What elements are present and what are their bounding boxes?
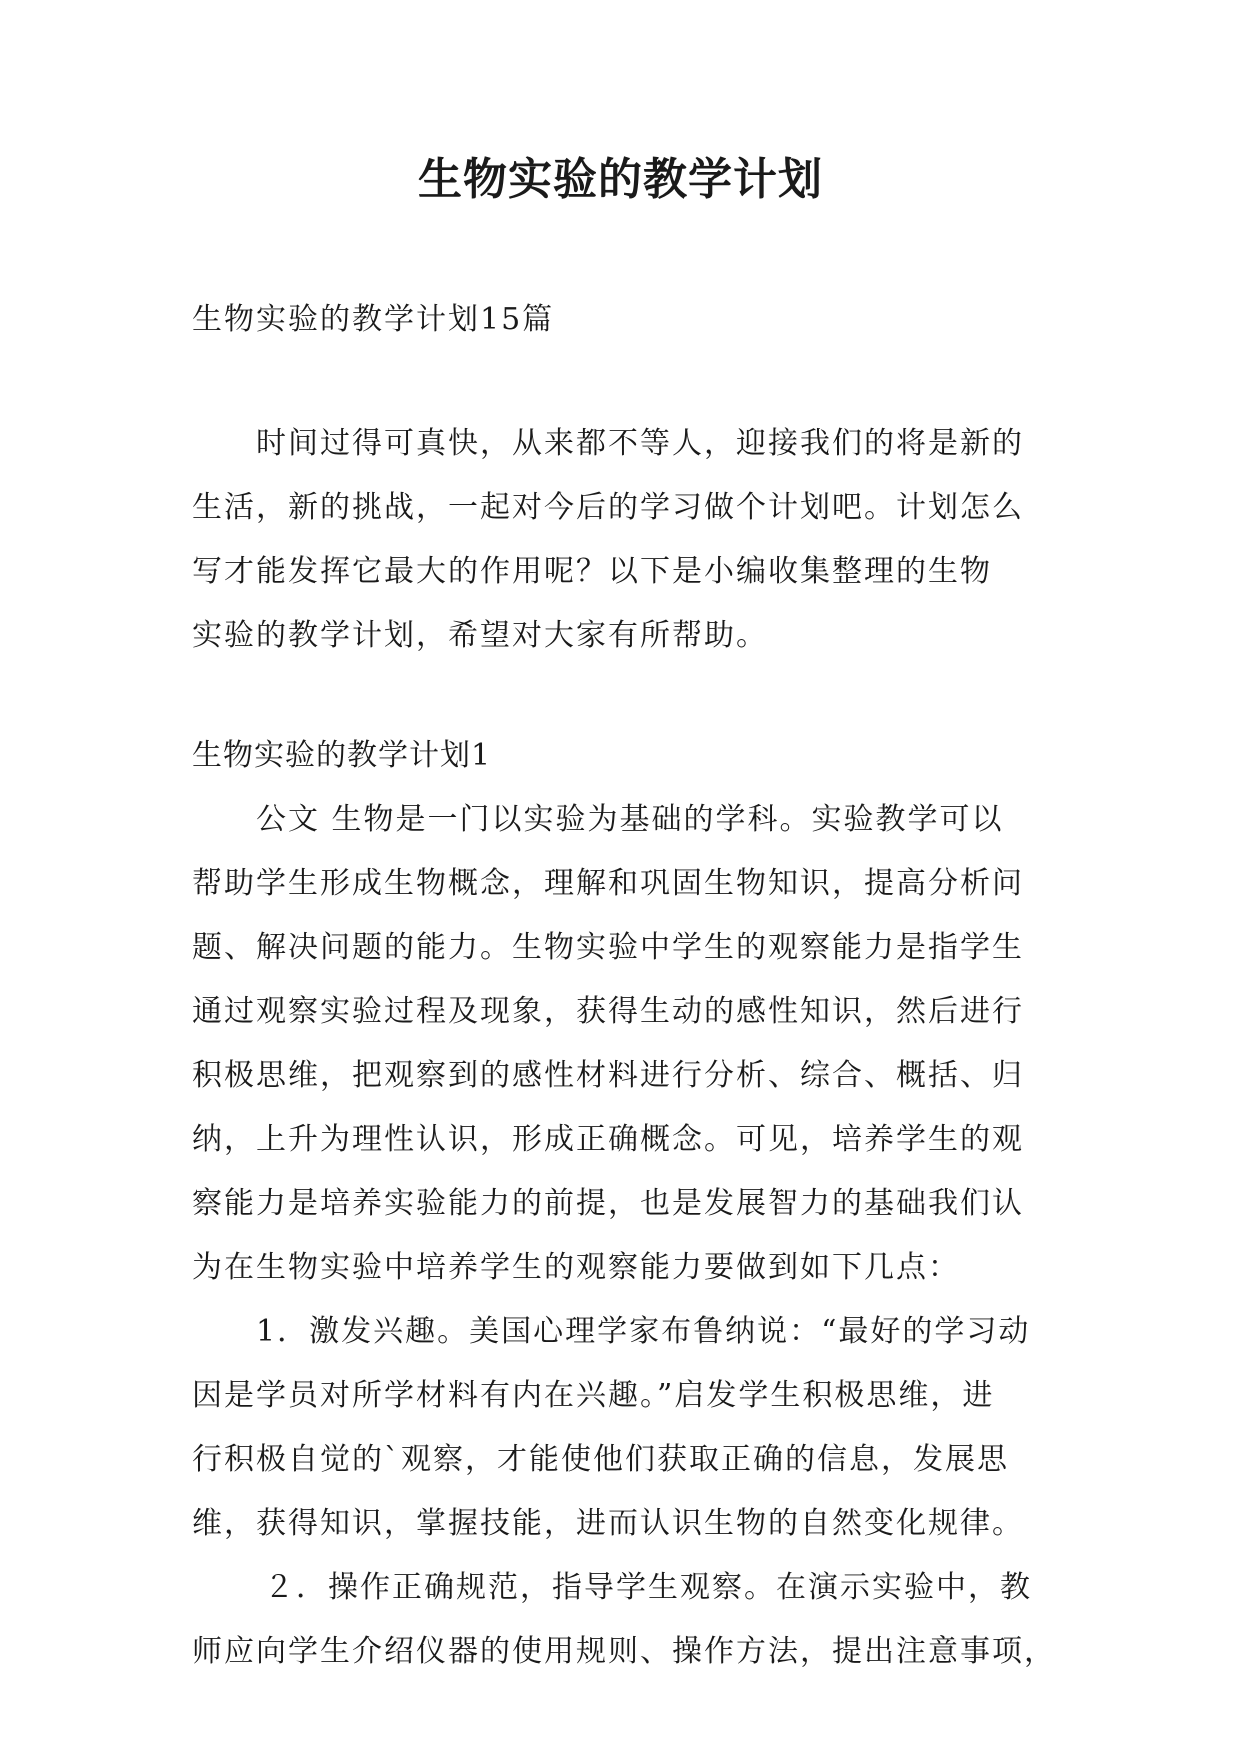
- paragraph-line: 帮助学生形成生物概念，理解和巩固生物知识，提高分析问: [192, 866, 1024, 901]
- paragraph-line: 察能力是培养实验能力的前提，也是发展智力的基础我们认: [192, 1186, 1024, 1221]
- paragraph-line: 积极思维，把观察到的感性材料进行分析、综合、概括、归: [192, 1058, 1024, 1093]
- paragraph-line: ２．操作正确规范，指导学生观察。在演示实验中，教: [264, 1570, 1032, 1605]
- point-1-paragraph: [192, 1300, 1052, 1556]
- section-heading: 生物实验的教学计划1: [192, 738, 492, 773]
- section1-paragraph: [192, 788, 1052, 1300]
- paragraph-line: 实验的教学计划，希望对大家有所帮助。: [192, 618, 768, 653]
- paragraph-line: 写才能发挥它最大的作用呢？以下是小编收集整理的生物: [192, 554, 992, 589]
- spacer: [192, 668, 1052, 724]
- paragraph-line: 行积极自觉的`观察，才能使他们获取正确的信息，发展思: [192, 1442, 1009, 1477]
- paragraph-line: 公文 生物是一门以实验为基础的学科。实验教学可以: [256, 802, 1004, 837]
- paragraph-line: 师应向学生介绍仪器的使用规则、操作方法，提出注意事项，: [192, 1634, 1056, 1669]
- point-2-paragraph: [192, 1556, 1056, 1684]
- paragraph-line: 时间过得可真快，从来都不等人，迎接我们的将是新的: [256, 426, 1024, 461]
- document-body: [192, 288, 1056, 1684]
- paragraph-line: 纳，上升为理性认识，形成正确概念。可见，培养学生的观: [192, 1122, 1024, 1157]
- intro-paragraph: [192, 412, 1052, 668]
- document-subtitle: 生物实验的教学计划15篇: [192, 302, 555, 337]
- paragraph-line: 1．激发兴趣。美国心理学家布鲁纳说：“最好的学习动: [256, 1314, 1031, 1349]
- paragraph-line: 为在生物实验中培养学生的观察能力要做到如下几点：: [192, 1250, 960, 1285]
- paragraph-line: 生活，新的挑战，一起对今后的学习做个计划吧。计划怎么: [192, 490, 1024, 525]
- paragraph-line: 维，获得知识，掌握技能，进而认识生物的自然变化规律。: [192, 1506, 1024, 1541]
- paragraph-line: 题、解决问题的能力。生物实验中学生的观察能力是指学生: [192, 930, 1024, 965]
- paragraph-line: 因是学员对所学材料有内在兴趣。”启发学生积极思维，进: [192, 1378, 995, 1413]
- paragraph-line: 通过观察实验过程及现象，获得生动的感性知识，然后进行: [192, 994, 1024, 1029]
- document-title: 生物实验的教学计划: [418, 154, 823, 205]
